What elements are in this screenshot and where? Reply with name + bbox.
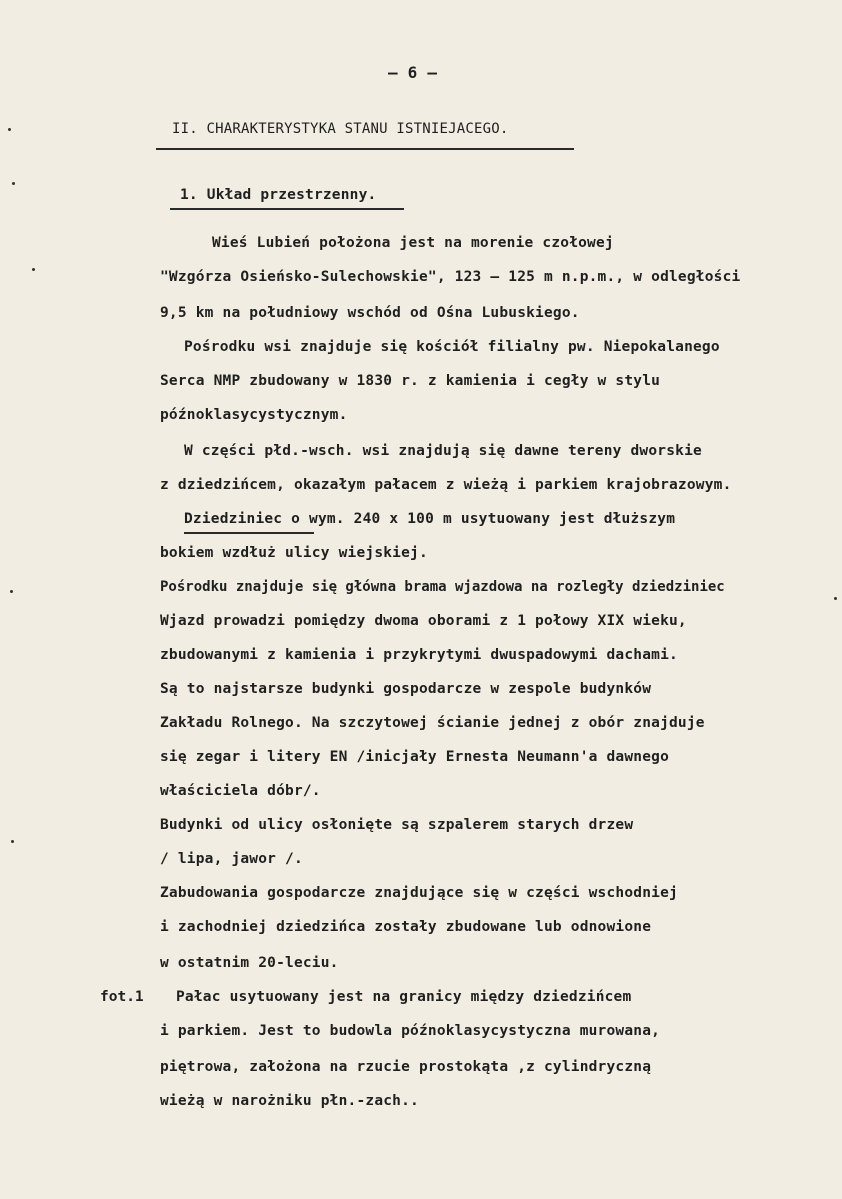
body-line-14: Są to najstarsze budynki gospodarcze w zespole budynków [160, 681, 652, 697]
body-line-26: wieżą w narożniku płn.-zach.. [160, 1093, 419, 1109]
body-line-25: piętrowa, założona na rzucie prostokąta ,z cylindryczną [160, 1059, 652, 1075]
subsection-heading-underline [170, 208, 404, 210]
body-line-8: z dziedzińcem, okazałym pałacem z wieżą i parkiem krajobrazowym. [160, 477, 732, 493]
body-line-11: Pośrodku znajduje się główna brama wjazdowa na rozległy dziedziniec [160, 579, 725, 595]
body-line-2: "Wzgórza Osieńsko-Sulechowskie", 123 – 125 m n.p.m., w odległości [160, 269, 741, 285]
paper-speck [10, 590, 13, 593]
paper-speck [8, 128, 11, 131]
body-line-15: Zakładu Rolnego. Na szczytowej ścianie jednej z obór znajduje [160, 715, 705, 731]
body-line-6: późnoklasycystycznym. [160, 407, 348, 423]
section-heading: II. CHARAKTERYSTYKA STANU ISTNIEJACEGO. [172, 121, 509, 137]
photo-reference-note: fot.1 [100, 989, 144, 1005]
body-line-10: bokiem wzdłuż ulicy wiejskiej. [160, 545, 428, 561]
paper-speck [32, 268, 35, 271]
body-line-13: zbudowanymi z kamienia i przykrytymi dwuspadowymi dachami. [160, 647, 678, 663]
body-line-18: Budynki od ulicy osłonięte są szpalerem starych drzew [160, 817, 634, 833]
body-line-20: Zabudowania gospodarcze znajdujące się w części wschodniej [160, 885, 678, 901]
body-line-5: Serca NMP zbudowany w 1830 r. z kamienia i cegły w stylu [160, 373, 661, 389]
section-heading-underline [156, 148, 574, 150]
body-underline [184, 532, 314, 534]
body-line-3: 9,5 km na południowy wschód od Ośna Lubuskiego. [160, 305, 580, 321]
body-line-17: właściciela dóbr/. [160, 783, 321, 799]
paper-speck [834, 597, 837, 600]
body-line-7: W części płd.-wsch. wsi znajdują się dawne tereny dworskie [184, 443, 702, 459]
body-line-9: Dziedziniec o wym. 240 x 100 m usytuowany jest dłuższym [184, 511, 676, 527]
body-line-19: / lipa, jawor /. [160, 851, 303, 867]
subsection-heading: 1. Układ przestrzenny. [180, 187, 377, 203]
body-line-24: i parkiem. Jest to budowla późnoklasycystyczna murowana, [160, 1023, 661, 1039]
paper-speck [12, 182, 15, 185]
body-line-1: Wieś Lubień położona jest na morenie czołowej [212, 235, 614, 251]
body-line-22: w ostatnim 20-leciu. [160, 955, 339, 971]
body-line-12: Wjazd prowadzi pomiędzy dwoma oborami z 1 połowy XIX wieku, [160, 613, 687, 629]
body-line-23: Pałac usytuowany jest na granicy między dziedzińcem [176, 989, 632, 1005]
body-line-16: się zegar i litery EN /inicjały Ernesta Neumann'a dawnego [160, 749, 669, 765]
paper-speck [11, 840, 14, 843]
page-number: – 6 – [388, 63, 438, 82]
body-line-4: Pośrodku wsi znajduje się kościół filialny pw. Niepokalanego [184, 339, 720, 355]
body-line-21: i zachodniej dziedzińca zostały zbudowane lub odnowione [160, 919, 652, 935]
